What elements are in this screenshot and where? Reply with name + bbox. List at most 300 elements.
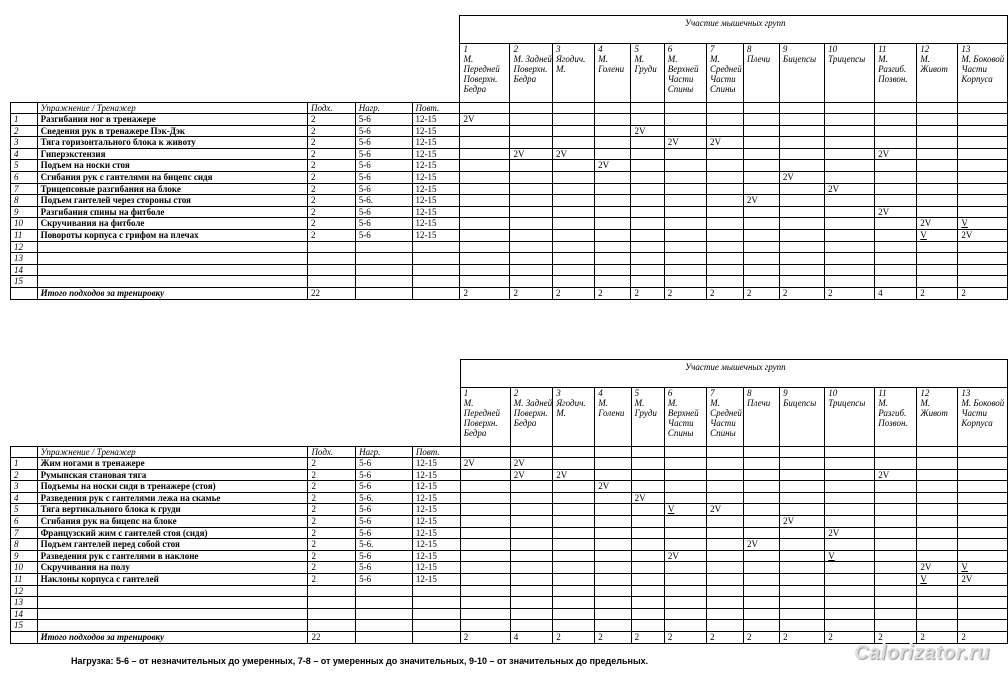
muscle-involvement-cell: [460, 276, 510, 288]
muscle-number: 3: [552, 44, 594, 55]
muscle-name: М. Задней Поверхн. Бедра: [510, 54, 553, 103]
table-row: [11, 218, 1008, 230]
exercise-header: Упражнение / Тренажер: [37, 447, 308, 458]
muscle-involvement-cell: [664, 492, 706, 504]
muscle-involvement-cell: [743, 160, 779, 172]
muscle-name: М. Задней Поверхн. Бедра: [510, 398, 553, 447]
muscle-involvement-cell: [664, 527, 706, 539]
muscle-involvement-cell: [510, 206, 553, 218]
muscle-total: 2: [595, 631, 631, 643]
muscle-involvement-cell: 2V: [958, 573, 1008, 585]
muscle-number: 2: [510, 388, 553, 399]
muscle-involvement-cell: [825, 469, 875, 481]
muscle-involvement-cell: [875, 218, 917, 230]
muscle-involvement-cell: [664, 276, 706, 288]
muscle-involvement-cell: [631, 469, 664, 481]
muscle-involvement-cell: [664, 125, 706, 137]
total-sets: 22: [308, 631, 356, 643]
muscle-involvement-cell: [595, 492, 631, 504]
reps-value: 12-15: [412, 148, 460, 160]
muscle-involvement-cell: [707, 527, 744, 539]
muscle-number: 11: [875, 44, 917, 55]
muscle-involvement-cell: [779, 253, 824, 265]
muscle-involvement-cell: [875, 241, 917, 253]
muscle-involvement-cell: [917, 148, 958, 160]
muscle-involvement-cell: [917, 171, 958, 183]
muscle-involvement-cell: [460, 527, 510, 539]
exercise-name: Разгибания спины на фитболе: [37, 206, 307, 218]
sets-value: 2: [307, 229, 355, 241]
muscle-involvement-cell: 2V: [510, 469, 553, 481]
muscle-involvement-cell: [875, 573, 917, 585]
muscle-involvement-cell: [875, 562, 917, 574]
reps-value: 12-15: [412, 229, 460, 241]
exercise-name: Подъем гантелей перед собой стоя: [37, 539, 308, 551]
muscle-involvement-cell: [917, 504, 958, 516]
row-number: 12: [11, 585, 38, 597]
muscle-involvement-cell: [552, 206, 594, 218]
load-value: 5-6: [355, 148, 412, 160]
muscle-cell: [917, 103, 958, 114]
muscle-involvement-cell: [460, 620, 510, 632]
row-number: 11: [11, 229, 38, 241]
table-row: [11, 504, 1008, 516]
muscle-involvement-cell: [875, 585, 917, 597]
muscle-involvement-cell: [743, 608, 779, 620]
muscle-involvement-cell: [595, 218, 631, 230]
muscle-involvement-cell: [825, 114, 875, 126]
muscle-involvement-cell: [706, 253, 743, 265]
muscle-cell: [875, 447, 917, 458]
sets-value: 2: [307, 125, 355, 137]
row-number: 10: [11, 218, 38, 230]
muscle-involvement-cell: [460, 608, 510, 620]
exercise-name: [37, 597, 308, 609]
muscle-involvement-cell: [958, 195, 1008, 207]
muscle-name: Ягодич. М.: [552, 54, 594, 103]
muscle-involvement-cell: [595, 241, 631, 253]
muscle-involvement-cell: [958, 253, 1008, 265]
load-footnote: Нагрузка: 5-6 – от незначительных до умеренных, 7-8 – от умеренных до значительных, 9-10 – от значительных до предельных.: [71, 656, 649, 666]
row-number: 8: [11, 195, 38, 207]
muscle-involvement-cell: [510, 504, 553, 516]
reps-value: 12-15: [412, 114, 460, 126]
muscle-involvement-cell: 2V: [510, 148, 553, 160]
muscle-involvement-cell: [510, 195, 553, 207]
muscle-involvement-cell: [631, 241, 664, 253]
muscle-involvement-cell: [825, 241, 875, 253]
muscle-total: 4: [875, 287, 917, 299]
load-value: 5-6: [355, 137, 412, 149]
muscle-involvement-cell: [780, 469, 825, 481]
muscle-involvement-cell: [875, 504, 917, 516]
load-value: 5-6: [355, 125, 412, 137]
muscle-involvement-cell: [631, 114, 664, 126]
table-row: [11, 608, 1008, 620]
row-number: 15: [11, 276, 38, 288]
reps-value: [412, 608, 460, 620]
row-number: 14: [11, 608, 38, 620]
muscle-involvement-cell: [917, 114, 958, 126]
exercise-name: [37, 276, 307, 288]
muscle-involvement-cell: [707, 515, 744, 527]
load-value: [356, 597, 413, 609]
sets-value: 2: [307, 148, 355, 160]
table-row: [11, 171, 1008, 183]
muscle-total: 2: [707, 631, 744, 643]
row-number: 13: [11, 597, 38, 609]
row-number: 5: [11, 504, 38, 516]
muscle-involvement-cell: [958, 492, 1008, 504]
spacer: [11, 54, 460, 103]
muscle-involvement-cell: [875, 458, 917, 470]
reps-value: 12-15: [412, 573, 460, 585]
sets-value: 2: [308, 481, 356, 493]
reps-value: 12-15: [412, 527, 460, 539]
muscle-involvement-cell: [510, 527, 553, 539]
muscle-involvement-cell: [552, 160, 594, 172]
load-value: 5-6.: [355, 195, 412, 207]
muscle-number: 7: [706, 44, 743, 55]
load-value: [356, 585, 413, 597]
muscle-involvement-cell: 2V: [779, 171, 824, 183]
muscle-total: 2: [460, 287, 510, 299]
muscle-involvement-cell: [460, 264, 510, 276]
load-value: [355, 241, 412, 253]
muscle-involvement-cell: [510, 114, 553, 126]
muscle-cell: [825, 447, 875, 458]
muscle-involvement-cell: [664, 183, 706, 195]
muscle-involvement-cell: [631, 171, 664, 183]
muscle-involvement-cell: 2V: [664, 137, 706, 149]
muscle-involvement-cell: [664, 585, 706, 597]
muscle-name: М. Голени: [595, 54, 631, 103]
row-number: 6: [11, 515, 38, 527]
muscle-total: 2: [779, 287, 824, 299]
muscle-involvement-cell: [706, 148, 743, 160]
sets-value: 2: [307, 171, 355, 183]
row-number: 9: [11, 550, 38, 562]
sets-value: [308, 608, 356, 620]
exercise-header: Упражнение / Тренажер: [37, 103, 307, 114]
muscle-involvement-cell: [664, 229, 706, 241]
muscle-involvement-cell: [825, 481, 875, 493]
muscle-involvement-cell: [706, 114, 743, 126]
muscle-involvement-cell: [780, 620, 825, 632]
load-value: 5-6: [355, 114, 412, 126]
muscle-involvement-cell: 2V: [510, 458, 553, 470]
muscle-involvement-cell: [779, 160, 824, 172]
workout-table-2: [10, 359, 1008, 644]
muscle-involvement-cell: [743, 171, 779, 183]
row-number: 6: [11, 171, 38, 183]
muscle-involvement-cell: [553, 481, 595, 493]
table-row: [11, 264, 1008, 276]
muscle-involvement-cell: [553, 562, 595, 574]
muscle-involvement-cell: [743, 469, 779, 481]
muscle-involvement-cell: [706, 171, 743, 183]
muscle-involvement-cell: [510, 481, 553, 493]
muscle-involvement-cell: [510, 550, 553, 562]
row-number: 3: [11, 137, 38, 149]
muscle-involvement-cell: [631, 504, 664, 516]
muscle-involvement-cell: [595, 504, 631, 516]
muscle-involvement-cell: [595, 585, 631, 597]
muscle-involvement-cell: [875, 125, 917, 137]
muscle-involvement-cell: [958, 458, 1008, 470]
muscle-name: Бицепсы: [779, 54, 824, 103]
muscle-involvement-cell: [875, 160, 917, 172]
muscle-involvement-cell: [707, 620, 744, 632]
muscle-involvement-cell: [510, 253, 553, 265]
muscle-involvement-cell: [552, 241, 594, 253]
muscle-total: 2: [553, 631, 595, 643]
muscle-involvement-cell: [510, 620, 553, 632]
exercise-name: Тяга горизонтального блока к животу: [37, 137, 307, 149]
muscle-involvement-cell: [553, 515, 595, 527]
muscle-number: 2: [510, 44, 553, 55]
muscle-involvement-cell: [825, 276, 875, 288]
load-value: 5-6: [355, 229, 412, 241]
muscle-involvement-cell: [510, 137, 553, 149]
muscle-name: М. Передней Поверхн. Бедра: [460, 54, 510, 103]
muscle-involvement-cell: [631, 620, 664, 632]
muscle-involvement-cell: [780, 597, 825, 609]
exercise-name: Румынская становая тяга: [37, 469, 308, 481]
muscle-involvement-cell: [631, 562, 664, 574]
muscle-involvement-cell: [631, 206, 664, 218]
muscle-total: 2: [664, 287, 706, 299]
muscle-involvement-cell: [958, 597, 1008, 609]
reps-value: 12-15: [412, 504, 460, 516]
muscle-involvement-cell: [825, 160, 875, 172]
exercise-name: Подъем на носки стоя: [37, 160, 307, 172]
muscle-involvement-cell: [779, 264, 824, 276]
muscle-involvement-cell: [917, 492, 958, 504]
muscle-involvement-cell: [595, 539, 631, 551]
muscle-involvement-cell: [780, 550, 825, 562]
muscle-involvement-cell: 2V: [552, 148, 594, 160]
muscle-involvement-cell: [780, 585, 825, 597]
muscle-involvement-cell: [460, 597, 510, 609]
table-row: [11, 539, 1008, 551]
exercise-name: [37, 264, 307, 276]
muscle-involvement-cell: [510, 539, 553, 551]
exercise-name: [37, 585, 308, 597]
muscle-involvement-cell: [958, 137, 1008, 149]
muscle-involvement-cell: [743, 276, 779, 288]
muscle-involvement-cell: 2V: [875, 206, 917, 218]
total-sets: 22: [307, 287, 355, 299]
muscle-involvement-cell: [743, 241, 779, 253]
muscle-cell: [510, 103, 553, 114]
muscle-involvement-cell: [595, 620, 631, 632]
muscle-total: 2: [743, 631, 779, 643]
muscle-name: Плечи: [743, 54, 779, 103]
muscle-involvement-cell: [875, 137, 917, 149]
muscle-involvement-cell: [595, 608, 631, 620]
muscle-cell: [743, 447, 779, 458]
table-row: [11, 206, 1008, 218]
muscle-total: 2: [743, 287, 779, 299]
muscle-cell: [875, 103, 917, 114]
muscle-involvement-cell: V: [917, 573, 958, 585]
muscle-involvement-cell: [510, 573, 553, 585]
muscle-name: М. Верхней Части Спины: [664, 54, 706, 103]
muscle-cell: [779, 103, 824, 114]
table-row: [11, 148, 1008, 160]
muscle-involvement-cell: [875, 183, 917, 195]
spacer: [11, 398, 461, 447]
muscle-involvement-cell: [825, 253, 875, 265]
muscle-involvement-cell: [553, 458, 595, 470]
exercise-name: Наклоны корпуса с гантелей: [37, 573, 308, 585]
muscle-involvement-cell: [780, 562, 825, 574]
muscle-involvement-cell: [510, 492, 553, 504]
muscle-cell: [595, 447, 631, 458]
muscle-total: 2: [917, 287, 958, 299]
muscle-groups-header: Участие мышечных групп: [460, 360, 1007, 388]
table-row: [11, 114, 1008, 126]
table-row: [11, 160, 1008, 172]
muscle-involvement-cell: [780, 504, 825, 516]
exercise-name: Скручивания на фитболе: [37, 218, 307, 230]
muscle-involvement-cell: [553, 539, 595, 551]
muscle-involvement-cell: [779, 229, 824, 241]
reps-value: 12-15: [412, 206, 460, 218]
muscle-involvement-cell: [553, 620, 595, 632]
reps-value: [412, 253, 460, 265]
row-number: 15: [11, 620, 38, 632]
muscle-involvement-cell: [595, 114, 631, 126]
muscle-involvement-cell: [917, 469, 958, 481]
muscle-involvement-cell: [825, 137, 875, 149]
muscle-involvement-cell: [825, 504, 875, 516]
table-row: [11, 125, 1008, 137]
reps-value: 12-15: [412, 539, 460, 551]
muscle-involvement-cell: [958, 125, 1008, 137]
muscle-involvement-cell: [460, 492, 510, 504]
muscle-involvement-cell: [631, 160, 664, 172]
muscle-involvement-cell: [825, 206, 875, 218]
muscle-involvement-cell: [460, 137, 510, 149]
muscle-involvement-cell: [706, 160, 743, 172]
table-row: [11, 550, 1008, 562]
muscle-involvement-cell: [825, 597, 875, 609]
muscle-involvement-cell: [743, 550, 779, 562]
muscle-involvement-cell: [510, 585, 553, 597]
muscle-involvement-cell: [552, 114, 594, 126]
muscle-involvement-cell: 2V: [664, 550, 706, 562]
muscle-involvement-cell: [510, 171, 553, 183]
muscle-involvement-cell: [743, 527, 779, 539]
muscle-involvement-cell: [825, 620, 875, 632]
muscle-name: М. Груди: [631, 54, 664, 103]
muscle-involvement-cell: [958, 527, 1008, 539]
muscle-involvement-cell: [664, 515, 706, 527]
empty-cell: [412, 287, 460, 299]
muscle-total: 2: [552, 287, 594, 299]
sets-value: 2: [308, 469, 356, 481]
spacer: [11, 44, 460, 55]
row-number: 2: [11, 469, 38, 481]
muscle-involvement-cell: [707, 597, 744, 609]
exercise-name: Сгибания рук на бицепс на блоке: [37, 515, 308, 527]
muscle-involvement-cell: [510, 183, 553, 195]
row-number: 3: [11, 481, 38, 493]
muscle-involvement-cell: [743, 515, 779, 527]
muscle-involvement-cell: [460, 125, 510, 137]
muscle-involvement-cell: [631, 573, 664, 585]
muscle-involvement-cell: [631, 481, 664, 493]
muscle-name: М. Разгиб. Позвон.: [875, 54, 917, 103]
table-row: [11, 620, 1008, 632]
table-row: [11, 137, 1008, 149]
muscle-name: М. Верхней Части Спины: [664, 398, 706, 447]
row-number: 8: [11, 539, 38, 551]
muscle-involvement-cell: [875, 253, 917, 265]
muscle-involvement-cell: [552, 137, 594, 149]
muscle-involvement-cell: [553, 585, 595, 597]
muscle-involvement-cell: [553, 492, 595, 504]
muscle-involvement-cell: [664, 264, 706, 276]
muscle-involvement-cell: [595, 276, 631, 288]
muscle-total: 4: [510, 631, 553, 643]
muscle-involvement-cell: [780, 573, 825, 585]
muscle-involvement-cell: [631, 148, 664, 160]
muscle-involvement-cell: 2V: [825, 527, 875, 539]
muscle-involvement-cell: [743, 183, 779, 195]
reps-value: 12-15: [412, 562, 460, 574]
muscle-involvement-cell: [664, 469, 706, 481]
row-number: 9: [11, 206, 38, 218]
muscle-involvement-cell: [743, 137, 779, 149]
load-value: 5-6: [355, 183, 412, 195]
muscle-involvement-cell: [595, 458, 631, 470]
table-row: [11, 527, 1008, 539]
muscle-involvement-cell: [631, 458, 664, 470]
sets-value: [307, 276, 355, 288]
muscle-involvement-cell: [780, 608, 825, 620]
muscle-involvement-cell: [780, 492, 825, 504]
empty-cell: [355, 287, 412, 299]
reps-header: Повт.: [412, 447, 460, 458]
muscle-involvement-cell: [707, 492, 744, 504]
reps-value: [412, 276, 460, 288]
muscle-involvement-cell: [743, 125, 779, 137]
muscle-involvement-cell: [664, 218, 706, 230]
muscle-number: 7: [707, 388, 744, 399]
muscle-involvement-cell: [664, 608, 706, 620]
muscle-involvement-cell: [553, 527, 595, 539]
muscle-involvement-cell: 2V: [825, 183, 875, 195]
muscle-involvement-cell: 2V: [958, 229, 1008, 241]
muscle-involvement-cell: [631, 276, 664, 288]
muscle-involvement-cell: [707, 539, 744, 551]
muscle-involvement-cell: [510, 562, 553, 574]
muscle-involvement-cell: [595, 469, 631, 481]
muscle-involvement-cell: [917, 241, 958, 253]
reps-value: 12-15: [412, 183, 460, 195]
load-value: [355, 264, 412, 276]
sets-value: 2: [307, 218, 355, 230]
muscle-involvement-cell: [552, 229, 594, 241]
muscle-involvement-cell: [510, 160, 553, 172]
muscle-involvement-cell: [631, 608, 664, 620]
muscle-cell: [631, 447, 664, 458]
muscle-number: 10: [825, 44, 875, 55]
muscle-name: Бицепсы: [780, 398, 825, 447]
